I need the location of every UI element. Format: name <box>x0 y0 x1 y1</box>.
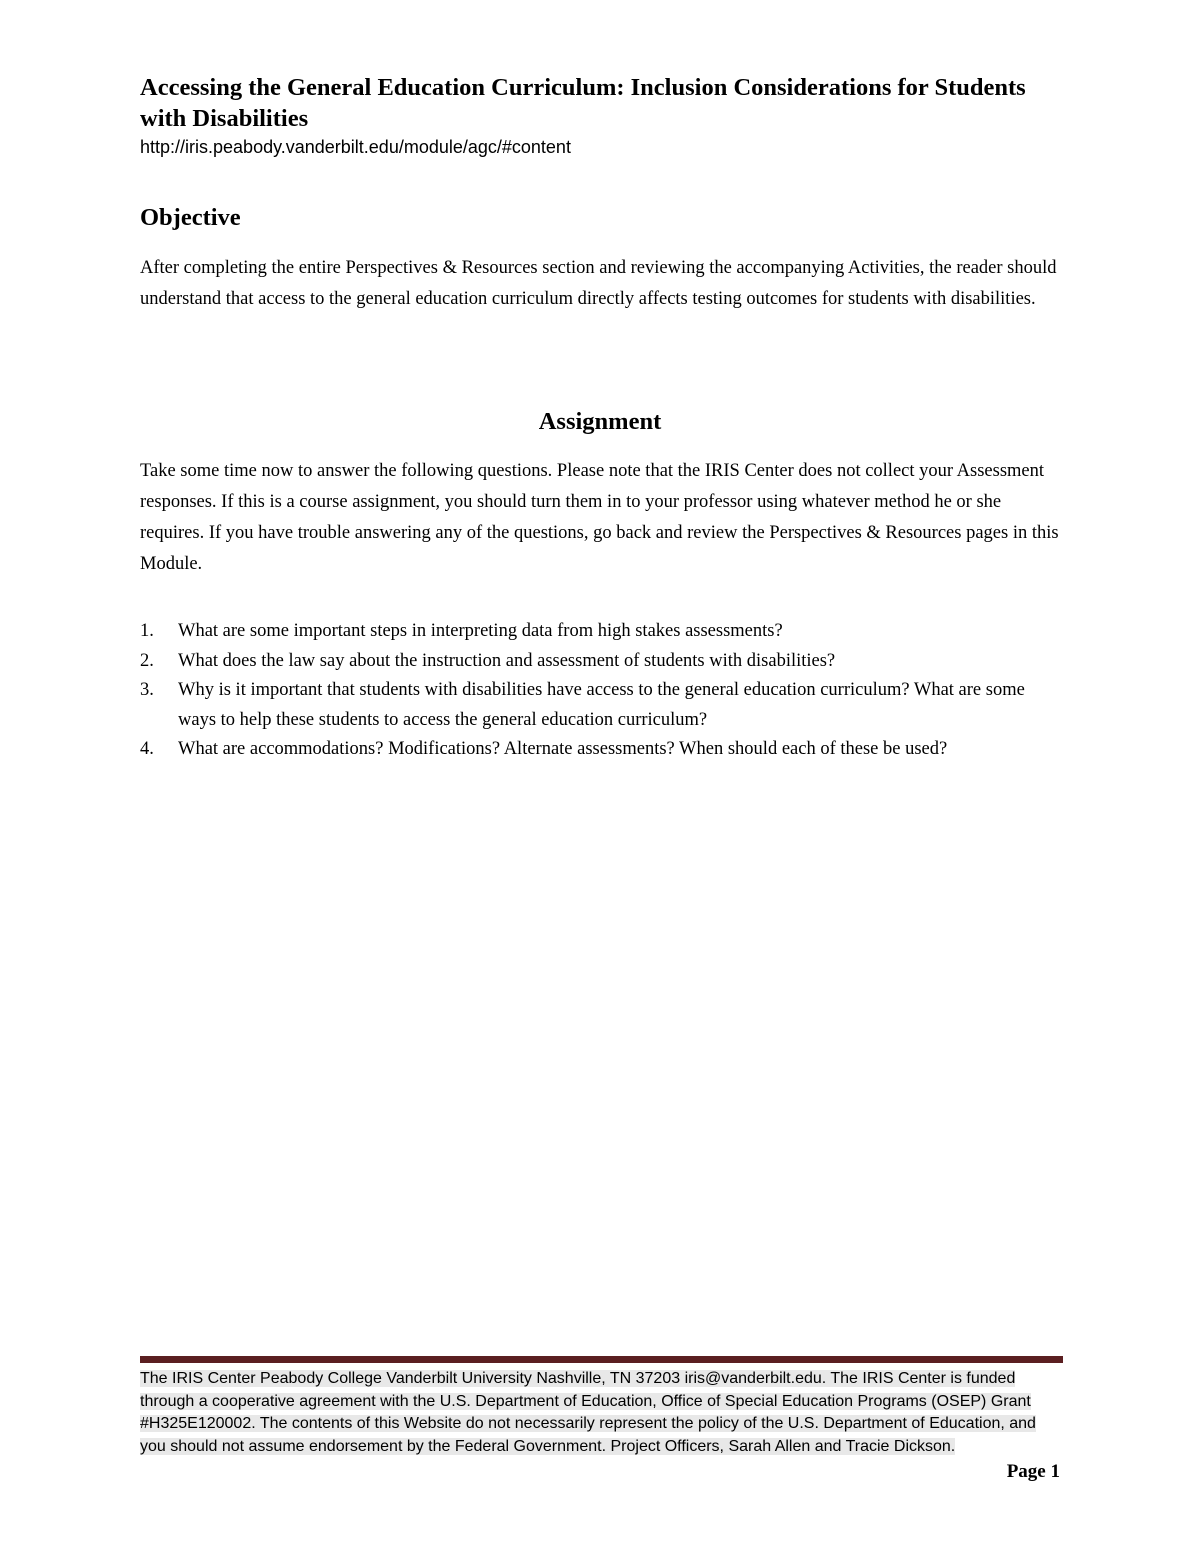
objective-heading: Objective <box>140 204 241 231</box>
question-text: What does the law say about the instruction and assessment of students with disabilities? <box>178 650 836 671</box>
question-number: 2. <box>140 650 154 671</box>
module-url[interactable]: http://iris.peabody.vanderbilt.edu/module/agc/#content <box>140 137 571 157</box>
question-text: What are some important steps in interpreting data from high stakes assessments? <box>178 621 783 641</box>
question-item <box>140 617 1060 647</box>
footer-notice <box>140 1368 1058 1458</box>
question-number: 3. <box>140 680 154 700</box>
footer-notice-text: The IRIS Center Peabody College Vanderbilt University Nashville, TN 37203 iris@vanderbilt.edu. The IRIS Center is funded through a cooperative agreement with the U.S. Department of Education, Office of Special Education Programs (OSEP) Grant #H325E120002. The contents of this Website do not necessarily represent the policy of the U.S. Department of Education, and you should not assume endorsement by the Federal Government. Project Officers, Sarah Allen and Tracie Dickson. <box>140 1370 1036 1455</box>
question-item <box>140 647 1060 677</box>
document-title: Accessing the General Education Curriculum: Inclusion Considerations for Students with Disabilities <box>140 74 1026 132</box>
question-text: Why is it important that students with disabilities have access to the general education curriculum? What are some ways to help these students to access the general education curriculum? <box>178 680 1025 730</box>
question-text: What are accommodations? Modifications? Alternate assessments? When should each of these be used? <box>178 739 948 759</box>
question-list <box>140 617 1060 765</box>
question-number: 1. <box>140 621 154 641</box>
question-number: 4. <box>140 739 154 759</box>
objective-paragraph: After completing the entire Perspectives & Resources section and reviewing the accompanying Activities, the reader should understand that access to the general education curriculum directly affects testing outcomes for students with disabilities. <box>140 258 1057 309</box>
assignment-paragraph: Take some time now to answer the following questions. Please note that the IRIS Center does not collect your Assessment responses. If this is a course assignment, you should turn them in to your professor using whatever method he or she requires. If you have trouble answering any of the questions, go back and review the Perspectives & Resources pages in this Module. <box>140 461 1059 574</box>
question-item <box>140 735 1060 765</box>
question-item <box>140 676 1060 735</box>
assignment-heading: Assignment <box>538 408 662 435</box>
footer-divider <box>140 1356 1063 1363</box>
page-number: Page 1 <box>1006 1461 1060 1482</box>
